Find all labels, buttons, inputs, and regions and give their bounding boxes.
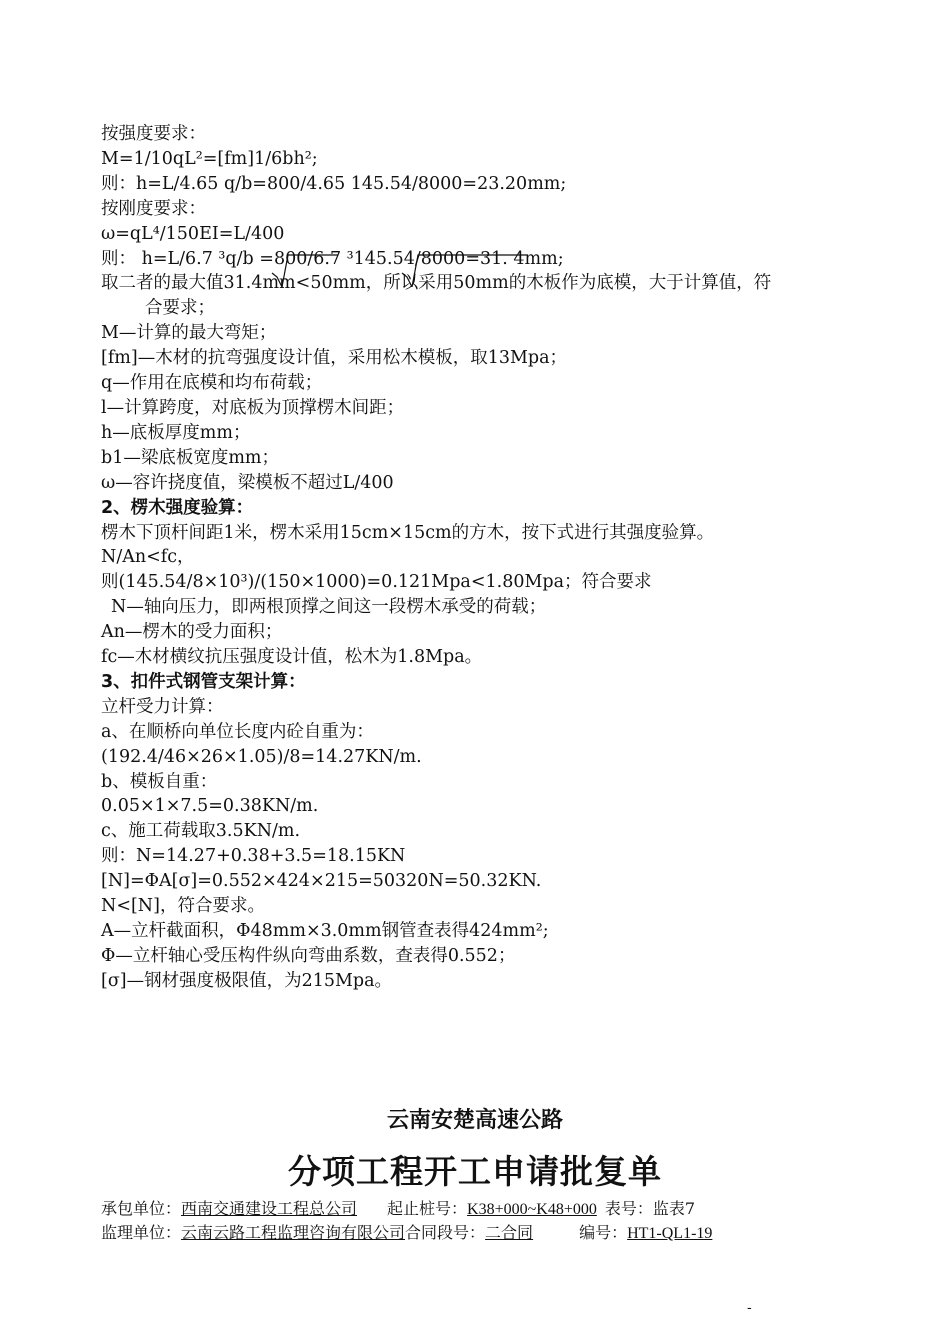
text-line: N<[N]，符合要求。 — [101, 896, 265, 917]
number-label: 编号： — [579, 1223, 628, 1242]
text-line: [σ]—钢材强度极限值，为215Mpa。 — [101, 970, 393, 991]
text-line: 按强度要求： — [101, 124, 206, 144]
page-mark: - — [747, 1300, 752, 1316]
text-line: [fm]—木材的抗弯强度设计值，采用松木模板，取13Mpa； — [101, 348, 568, 369]
text-line: An—楞木的受力面积； — [101, 622, 283, 643]
text-line: Φ—立杆轴心受压构件纵向弯曲系数，查表得0.552； — [101, 945, 516, 966]
text-line: 则：N=14.27+0.38+3.5=18.15KN — [101, 846, 406, 867]
contract-value: 二合同 — [485, 1225, 534, 1242]
section-heading: 2、楞木强度验算： — [101, 497, 254, 518]
text-line: (192.4/46×26×1.05)/8=14.27KN/m. — [101, 746, 422, 767]
text-line: M—计算的最大弯矩； — [101, 323, 277, 344]
text-line: ω—容许挠度值，梁模板不超过L/400 — [101, 472, 394, 493]
contractor-label: 承包单位： — [101, 1199, 182, 1218]
table-number: 表号：监表7 — [604, 1199, 696, 1218]
text-line: l—计算跨度，对底板为顶撑楞木间距； — [101, 397, 405, 418]
text-line: 合要求； — [145, 298, 215, 319]
text-line: M=1/10qL²=[fm]1/6bh²; — [101, 148, 318, 169]
text-line: [N]=ΦA[σ]=0.552×424×215=50320N=50.32KN. — [101, 871, 542, 892]
text-line: b、模板自重： — [101, 771, 218, 792]
text-line: c、施工荷载取3.5KN/m. — [101, 821, 301, 842]
text-line: N—轴向压力，即两根顶撑之间这一段楞木承受的荷载； — [111, 597, 547, 618]
form-title: 分项工程开工申请批复单 — [288, 1152, 662, 1191]
section-heading: 3、扣件式钢管支架计算： — [101, 671, 306, 692]
contractor-value: 西南交通建设工程总公司 — [181, 1201, 358, 1218]
text-line: a、在顺桥向单位长度内砼自重为： — [101, 721, 374, 742]
text-line: q—作用在底模和均布荷载； — [101, 373, 323, 394]
number-value: HT1-QL1-19 — [627, 1225, 713, 1242]
text-line: A—立杆截面积，Φ48mm×3.0mm钢管查表得424mm²; — [101, 921, 549, 941]
station-value: K38+000~K48+000 — [467, 1201, 597, 1218]
form-meta-row — [101, 1196, 695, 1219]
contract-label: 合同段号： — [405, 1223, 486, 1242]
form-meta-row — [101, 1220, 712, 1243]
calculation-text — [101, 122, 891, 994]
project-title: 云南安楚高速公路 — [386, 1108, 563, 1133]
text-line: 取二者的最大值31.4mm<50mm，所以采用50mm的木板作为底模，大于计算值，符 — [101, 273, 772, 294]
text-line: 立杆受力计算： — [101, 696, 224, 717]
text-line: 则： h=L/6.7 ³q/b =800/6.7 ³145.54/8000=31. 4mm; — [101, 248, 564, 269]
text-line: b1—梁底板宽度mm； — [101, 447, 280, 468]
station-label: 起止桩号： — [387, 1199, 468, 1218]
text-line: N/An<fc， — [101, 547, 195, 568]
text-line: h—底板厚度mm； — [101, 422, 251, 443]
text-line: 按刚度要求： — [101, 198, 206, 219]
text-line: 则：h=L/4.65 q/b=800/4.65 145.54/8000=23.20mm; — [101, 173, 567, 194]
text-line: 楞木下顶杆间距1米，楞木采用15cm×15cm的方木，按下式进行其强度验算。 — [101, 522, 715, 543]
text-line: ω=qL⁴/150EI=L/400 — [101, 223, 285, 244]
supervisor-label: 监理单位： — [101, 1223, 182, 1242]
text-line: 0.05×1×7.5=0.38KN/m. — [101, 796, 319, 817]
text-line: fc—木材横纹抗压强度设计值，松木为1.8Mpa。 — [101, 647, 483, 668]
text-line: 则(145.54/8×10³)/(150×1000)=0.121Mpa<1.80Mpa；符合要求 — [101, 572, 652, 593]
supervisor-value: 云南云路工程监理咨询有限公司 — [181, 1225, 406, 1242]
